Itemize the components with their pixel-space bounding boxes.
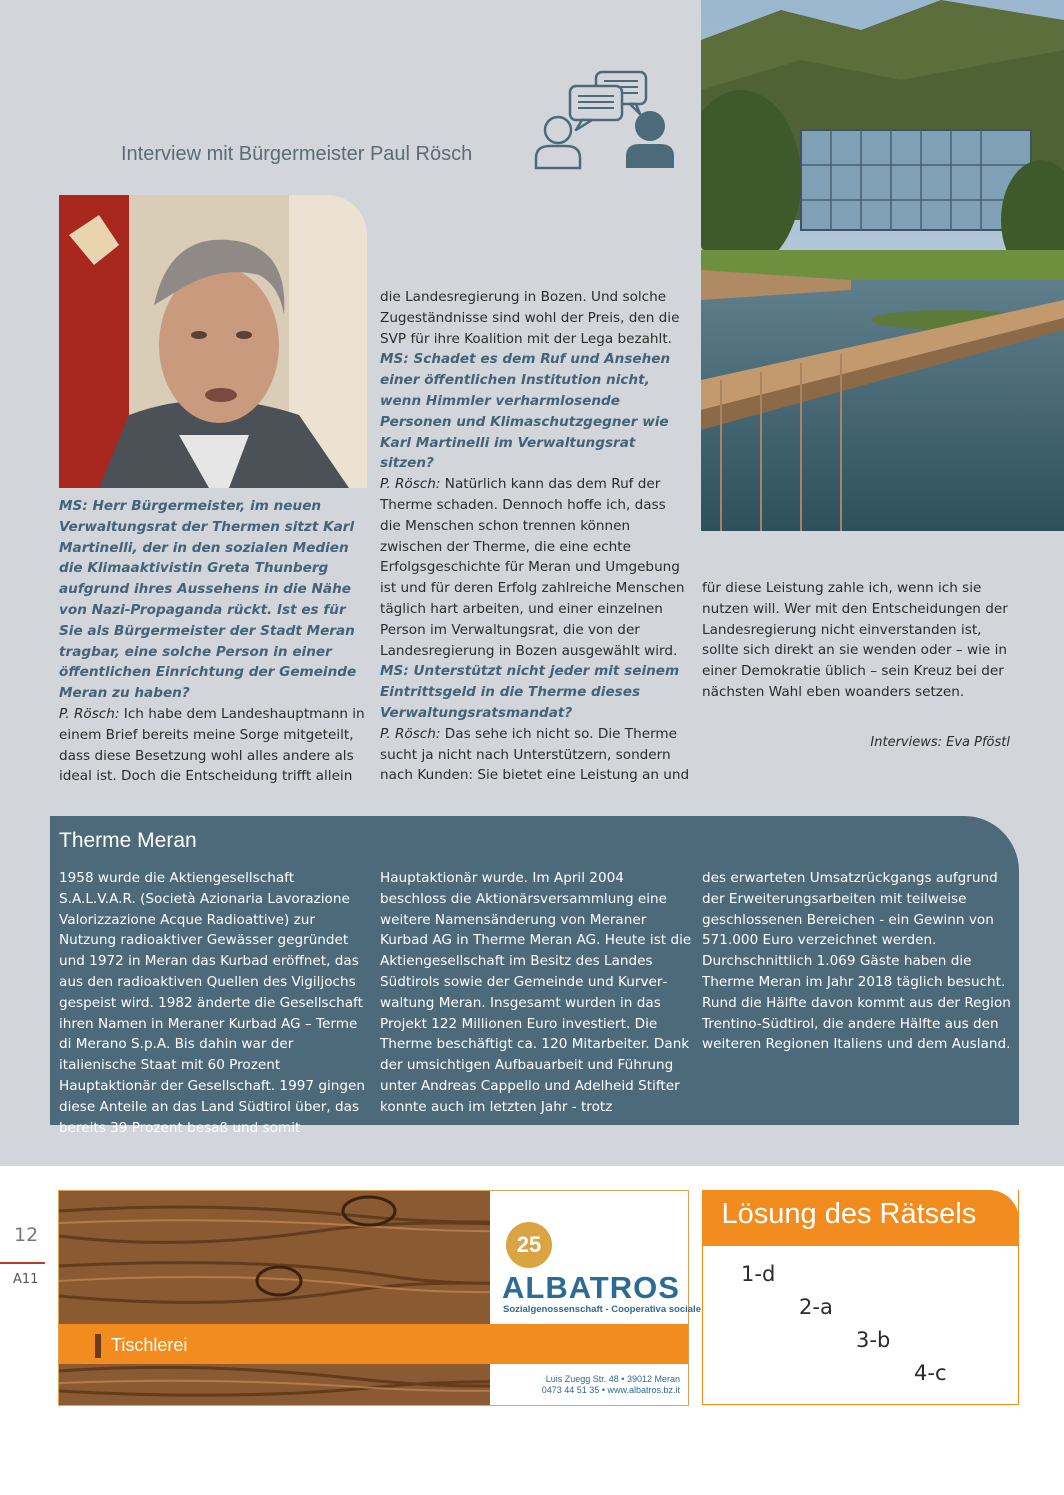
interview-title: Interview mit Bürgermeister Paul Rösch [121,143,473,165]
interview-answer [59,704,369,787]
interview-answer [380,724,690,786]
speaker-label: P. Rösch: [380,725,441,742]
ad-brand-name: ALBATROS [502,1270,680,1305]
anniversary-badge: 25 [506,1222,552,1268]
therme-column-3: des erwarteten Umsatzrückgangs aufgrund der Erweiterungsarbeiten mit teilweise geschlossenen Bereichen - ein Gewinn von 571.000 Euro verzeichnet werden. Durchschnittlich 1.069 Gäste haben die Therme Meran im Jahr 2018 täglich besucht. Rund die Hälfte davon kommt aus der Region Trentino-Südtirol, die andere Hälfte aus den weiteren Regionen Italiens und dem Ausland. [702,870,1011,1053]
portrait-photo [59,195,367,488]
page-number: 12 [14,1224,39,1246]
interview-question: MS: Schadet es dem Ruf und Ansehen einer öffentlichen Institution nicht, wenn Himmler verharmlosende Personen und Klimaschutzgegner wie Karl Martinelli im Verwaltungsrat sitzen? [380,351,671,472]
ad-category-band [59,1324,689,1364]
interview-column-3 [702,578,1012,703]
page-code: A11 [13,1272,39,1287]
chat-people-icon [530,68,680,173]
solution-item: 1-d [741,1262,776,1286]
ad-address: Luis Zuegg Str. 48 • 39012 Meran [545,1374,680,1384]
therme-column-1: 1958 wurde die Aktiengesellschaft S.A.L.V.A.R. (Società Azionaria Lavorazione Valorizzazione Acque Radioattive) zur Nutzung radioaktiver Gewässer gegründet und 1972 in Meran das Kurbad eröffnet, das aus den radioaktiven Quellen des Vigiljochs gespeist wird. 1982 änderte die Gesellschaft ihren Namen in Meraner Kurbad AG – Terme di Merano S.p.A. Bis dahin war der italienische Staat mit 60 Prozent Hauptaktionär der Gesellschaft. 1997 gingen diese Anteile an das Land Südtirol über, das bereits 39 Prozent besaß und somit [59,870,365,1136]
ad-contact-info [504,1374,680,1396]
interview-question: MS: Herr Bürgermeister, im neuen Verwaltungsrat der Thermen sitzt Karl Martinelli, der in den sozialen Medien die Klimaaktivistin Greta Thunberg aufgrund ihres Aussehens in die Nähe von Nazi-Propaganda rückt. Ist es für Sie als Bürgermeister der Stadt Meran tragbar, eine solche Person in einer öffentlichen Einrichtung der Gemeinde Meran zu haben? [59,498,357,702]
solution-item: 3-b [856,1328,891,1352]
ad-category-label: Tischlerei [111,1335,188,1355]
interview-credit: Interviews: Eva Pföstl [870,735,1010,750]
interview-column-1 [59,496,369,787]
solution-item: 2-a [799,1295,833,1319]
interview-answer [380,474,690,661]
therme-title: Therme Meran [59,829,197,852]
page-divider [0,1262,45,1264]
interview-column-2 [380,287,690,786]
answer-text: Natürlich kann das dem Ruf der Therme schaden. Dennoch hoffe ich, dass die Menschen schon trennen können zwischen der Therme, die eine echte Erfolgsgeschichte für Meran und Umgebung ist und für deren Erfolg zahlreiche Menschen täglich hart arbeiten, und einer einzelnen Person im Verwaltungsrat, die von der Landesregierung in Bozen ausgewählt wird. [380,476,685,659]
ad-contact-panel [490,1364,689,1406]
speaker-label: P. Rösch: [380,476,441,493]
speaker-label: P. Rösch: [59,705,120,722]
answer-text: Ich habe dem Landeshauptmann in einem Brief bereits meine Sorge mitgeteilt, dass diese Besetzung wohl alles andere als ideal ist. Doch die Entscheidung trifft allein [59,705,365,785]
interview-text: die Landesregierung in Bozen. Und solche Zugeständnisse sind wohl der Preis, den die SVP für ihre Koalition mit der Lega bezahlt. [380,289,680,347]
solution-item: 4-c [914,1361,947,1385]
therme-photo [701,0,1064,531]
puzzle-solution-box [702,1190,1019,1405]
solution-title: Lösung des Rätsels [721,1198,977,1230]
interview-text: für diese Leistung zahle ich, wenn ich sie nutzen will. Wer mit den Entscheidungen der Landesregierung nicht einverstanden ist, sollte sich direkt an sie wenden oder – wie in einer Demokratie üblich – sein Kreuz bei der nächsten Wahl eben woanders setzen. [702,580,1008,700]
answer-text: Das sehe ich nicht so. Die Therme sucht ja nicht nach Unterstützern, sondern nach Kunden: Sie bietet eine Leistung an und [380,725,690,784]
ad-brand-subtitle: Sozialgenossenschaft - Cooperativa sociale [503,1304,701,1315]
ad-band-marker [95,1334,101,1358]
solution-header [702,1190,1019,1246]
therme-info-box [50,816,1019,1136]
ad-phone-web[interactable]: 0473 44 51 35 • www.albatros.bz.it [541,1385,680,1395]
interview-question: MS: Unterstützt nicht jeder mit seinem Eintrittsgeld in die Therme dieses Verwaltungsratsmandat? [380,663,680,721]
therme-column-2: Hauptaktionär wurde. Im April 2004 beschloss die Aktionärsversammlung eine weitere Namensänderung von Meraner Kurbad AG in Therme Meran AG. Heute ist die Aktiengesellschaft im Besitz des Landes Südtirols sowie der Gemeinde und Kurverwaltung Meran. Insgesamt wurden in das Projekt 122 Millionen Euro investiert. Die Therme beschäftigt ca. 120 Mitarbeiter. Dank der umsichtigen Aufbauarbeit und Führung unter Andreas Cappello und Adelheid Stifter konnte auch im letzten Jahr - trotz [380,870,692,1115]
